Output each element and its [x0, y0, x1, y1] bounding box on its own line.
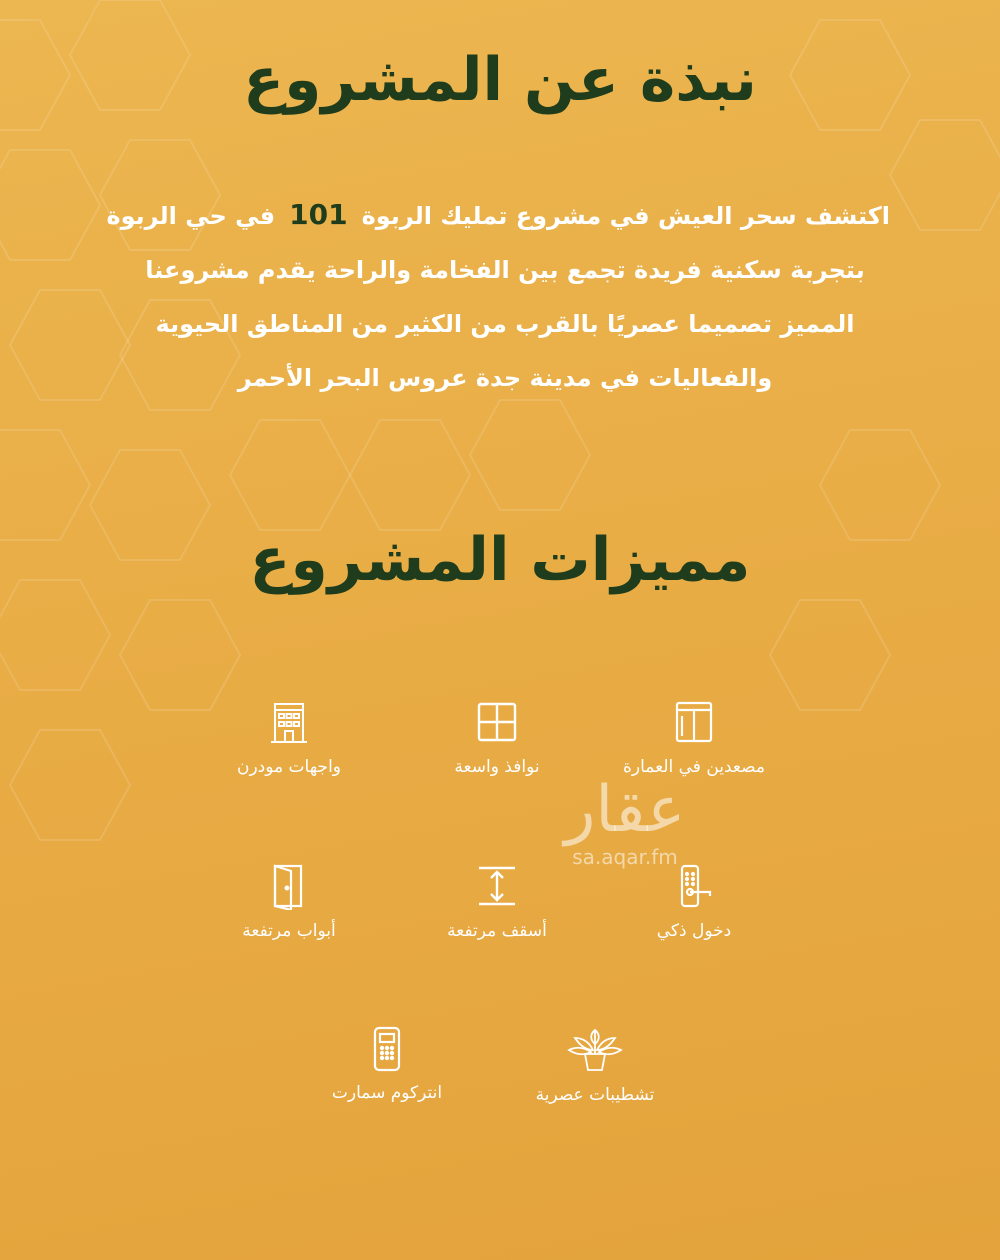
feature-elevators: [594, 698, 794, 778]
feature-label: دخول ذكي: [656, 921, 732, 941]
watermark-url: sa.aqar.fm: [572, 845, 678, 869]
smart-lock-icon: [670, 862, 718, 910]
building-facade-icon: [265, 698, 313, 746]
description-line-4: والفعاليات في مدينة جدة عروس البحر الأحمر: [237, 364, 773, 392]
feature-label: تشطيبات عصرية: [535, 1085, 655, 1105]
feature-high-ceilings: [397, 862, 597, 942]
about-title: نبذة عن المشروع: [243, 45, 757, 115]
features-title: مميزات المشروع: [249, 525, 751, 595]
description-line-1-end: في حي الربوة: [106, 202, 276, 230]
plant-icon: [567, 1022, 623, 1074]
feature-label: أسقف مرتفعة: [447, 921, 547, 941]
description-line-1: [106, 188, 890, 243]
feature-modern-facades: [189, 698, 389, 778]
feature-label: أبواب مرتفعة: [242, 921, 336, 941]
window-icon: [473, 698, 521, 746]
description-line-3: المميز تصميما عصريًا بالقرب من الكثير من المناطق الحيوية: [155, 310, 855, 338]
ceiling-height-icon: [473, 862, 521, 910]
intercom-icon: [363, 1024, 411, 1072]
feature-high-doors: [189, 862, 389, 942]
project-number: 101: [289, 198, 348, 231]
elevator-icon: [670, 698, 718, 746]
feature-modern-finishes: [495, 1022, 695, 1106]
description-line-2: بتجربة سكنية فريدة تجمع بين الفخامة والراحة يقدم مشروعنا: [145, 256, 865, 284]
description-line-1-start: اكتشف سحر العيش في مشروع تمليك الربوة: [361, 202, 890, 230]
aqar-watermark: [540, 775, 710, 869]
feature-smart-entry: [594, 862, 794, 942]
feature-wide-windows: [397, 698, 597, 778]
watermark-logo-text: عقار: [564, 773, 686, 847]
about-description: [106, 188, 890, 405]
feature-label: نوافذ واسعة: [454, 757, 540, 777]
door-icon: [265, 862, 313, 910]
feature-label: مصعدين في العمارة: [623, 757, 765, 777]
feature-smart-intercom: [287, 1024, 487, 1104]
feature-label: انتركوم سمارت: [331, 1083, 443, 1103]
feature-label: واجهات مودرن: [236, 757, 342, 777]
